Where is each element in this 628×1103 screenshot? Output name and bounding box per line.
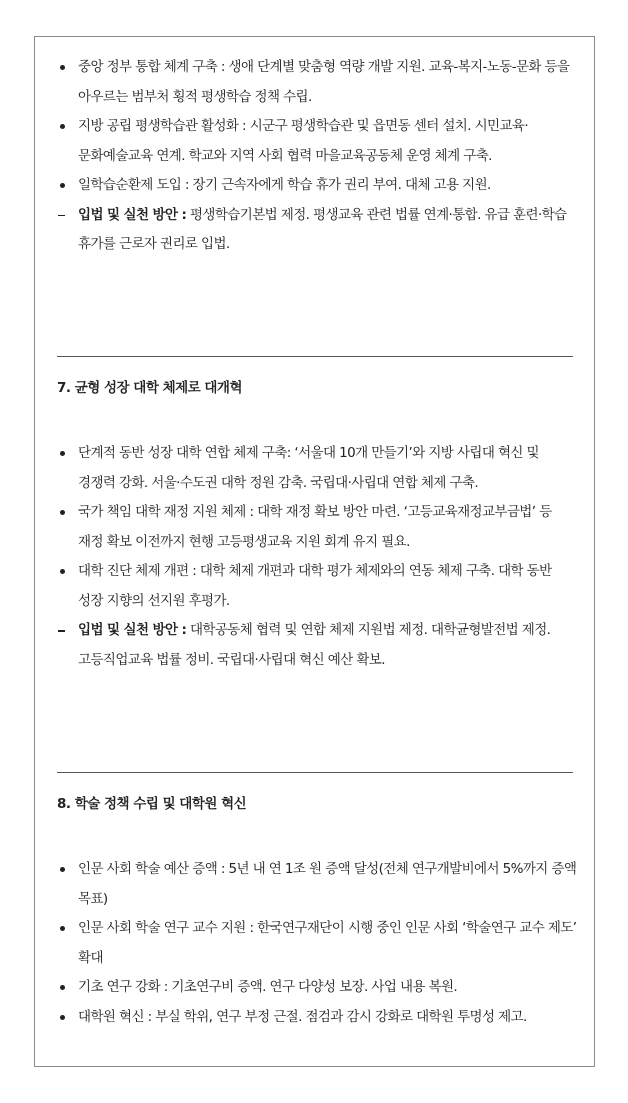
list-item [57, 855, 577, 914]
content-box [34, 36, 595, 1067]
list-item [57, 439, 577, 498]
policy-list-section-7 [57, 439, 577, 675]
item-text: 대학 진단 체제 개편 : 대학 체제 개편과 대학 평가 체제와의 연동 체제 구축. 대학 동반 성장 지향의 선지원 후평가. [78, 563, 552, 609]
item-text: 인문 사회 학술 예산 증액 : 5년 내 연 1조 원 증액 달성(전체 연구개발비에서 5%까지 증액 목표) [78, 861, 577, 907]
item-text: 단계적 동반 성장 대학 연합 체제 구축: ‘서울대 10개 만들기’와 지방 사립대 혁신 및 경쟁력 강화. 서울·수도권 대학 정원 감축. 국립대·사립대 연합 체제 구축. [78, 445, 539, 491]
item-text: 지방 공립 평생학습관 활성화 : 시군구 평생학습관 및 읍면동 센터 설치. 시민교육·문화예술교육 연계. 학교와 지역 사회 협력 마을교육공동체 운영 체계 구축. [78, 118, 529, 164]
list-item [57, 171, 577, 201]
item-label: 입법 및 실천 방안 : [78, 622, 187, 638]
list-item [57, 201, 577, 260]
item-text: 대학원 혁신 : 부실 학위, 연구 부정 근절. 점검과 감시 강화로 대학원 투명성 제고. [78, 1008, 527, 1025]
list-item [57, 498, 577, 557]
item-label: 입법 및 실천 방안 : [78, 206, 187, 223]
item-text: 일학습순환제 도입 : 장기 근속자에게 학습 휴가 권리 부여. 대체 고용 지원. [78, 177, 491, 193]
item-text: 중앙 정부 통합 체계 구축 : 생애 단계별 맞춤형 역량 개발 지원. 교육-복지-노동-문화 등을 아우르는 범부처 횡적 평생학습 정책 수립. [78, 59, 570, 105]
list-item [57, 616, 577, 675]
list-item [57, 557, 577, 616]
list-item [57, 973, 577, 1003]
section-divider [57, 356, 573, 357]
item-text: 대학공동체 협력 및 연합 체제 지원법 제정. 대학균형발전법 제정. 고등직업교육 법률 정비. 국립대·사립대 혁신 예산 확보. [78, 622, 551, 668]
item-text: 국가 책임 대학 재정 지원 체제 : 대학 재정 확보 방안 마련. ‘고등교육재정교부금법’ 등 재정 확보 이전까지 현행 고등평생교육 지원 회계 유지 필요. [78, 504, 552, 550]
policy-list-top [57, 53, 577, 260]
list-item [57, 1003, 577, 1033]
list-item [57, 112, 577, 171]
section-divider [57, 772, 573, 773]
item-text: 기초 연구 강화 : 기초연구비 증액. 연구 다양성 보장. 사업 내용 복원. [78, 979, 458, 995]
section-7-heading: 7. 균형 성장 대학 체제로 대개혁 [57, 380, 243, 396]
list-item [57, 914, 577, 973]
list-item [57, 53, 577, 112]
item-text: 평생학습기본법 제정. 평생교육 관련 법률 연계·통합. 유급 훈련·학습 휴가를 근로자 권리로 입법. [78, 206, 567, 252]
item-text: 인문 사회 학술 연구 교수 지원 : 한국연구재단이 시행 중인 인문 사회 ‘학술연구 교수 제도’ 확대 [78, 920, 577, 966]
policy-list-section-8 [57, 855, 577, 1032]
section-8-heading: 8. 학술 정책 수립 및 대학원 혁신 [57, 796, 247, 812]
